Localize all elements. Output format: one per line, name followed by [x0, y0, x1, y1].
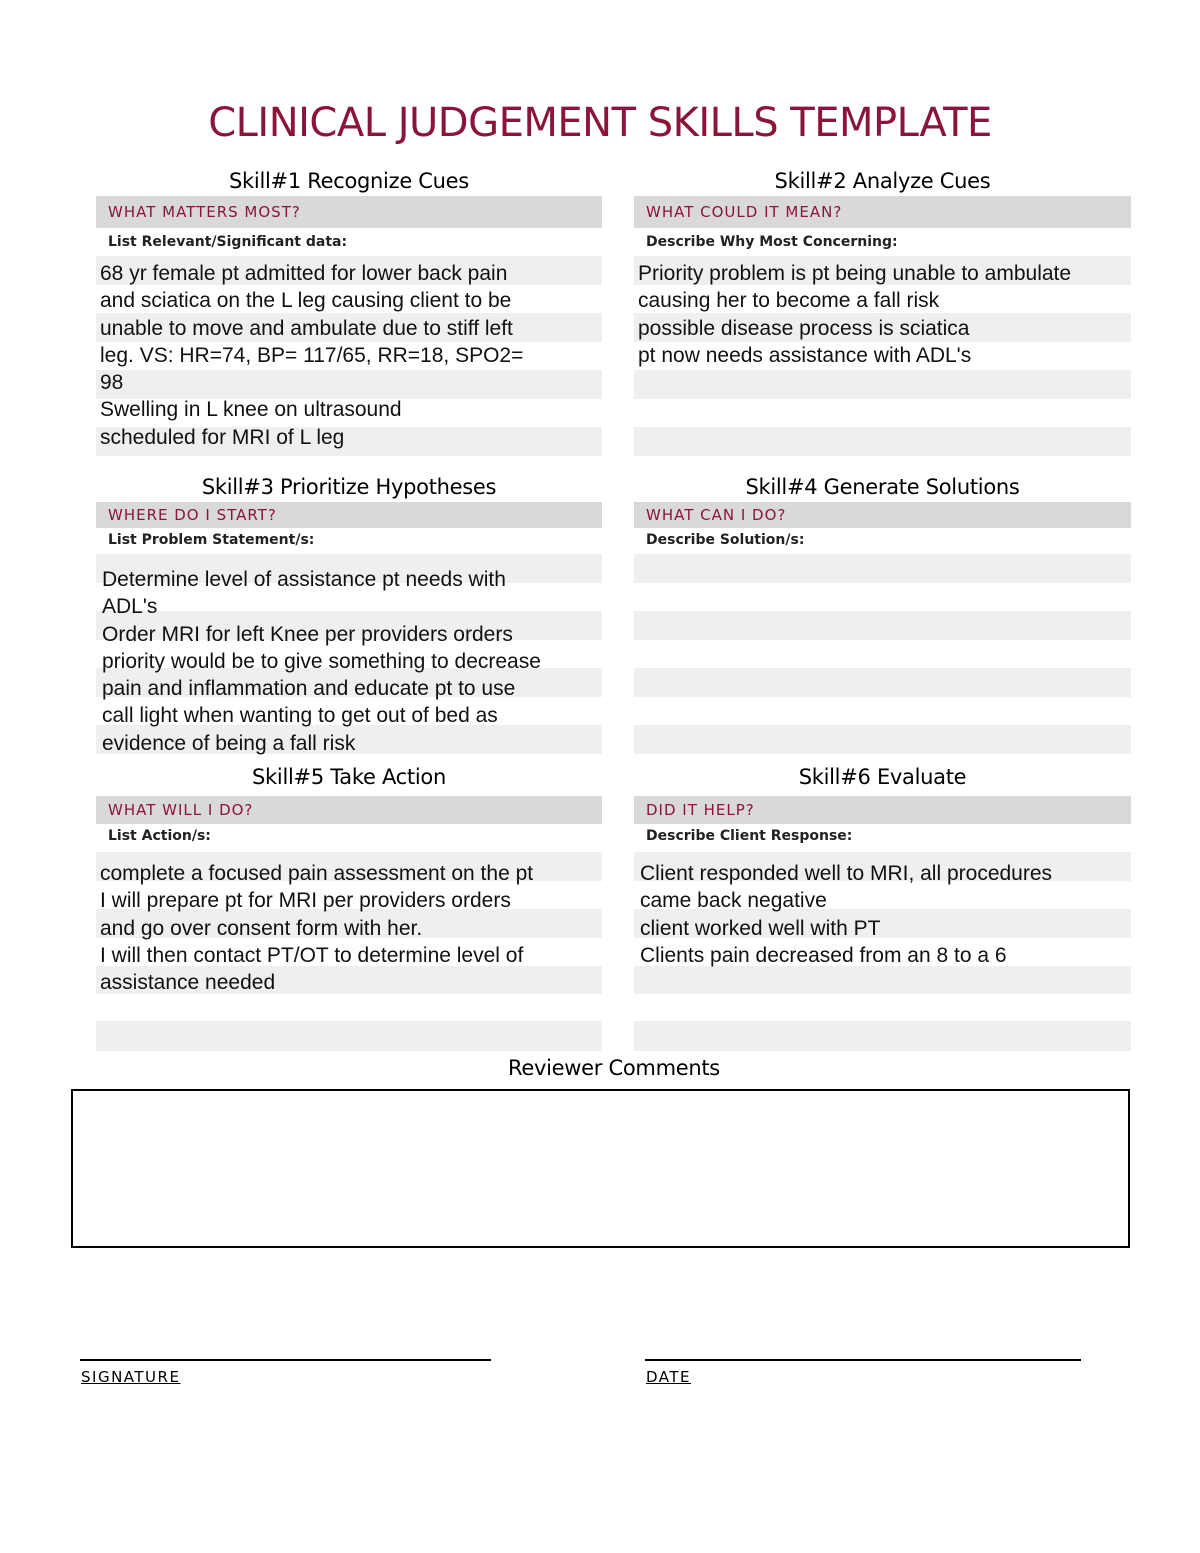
skill-1-question: WHAT MATTERS MOST? — [96, 196, 602, 228]
skill-3-content-area[interactable] — [96, 554, 602, 758]
date-label: DATE — [646, 1368, 692, 1386]
skill-3-question: WHERE DO I START? — [96, 502, 602, 528]
skill-2-content: Priority problem is pt being unable to ambulate causing her to become a fall risk possible disease process is sciatica pt now needs assistance with ADL's — [638, 262, 1072, 367]
signature-line[interactable] — [80, 1359, 491, 1361]
skill-1-label: List Relevant/Significant data: — [108, 234, 348, 250]
page-title: CLINICAL JUDGEMENT SKILLS TEMPLATE — [208, 100, 992, 146]
skill-1-section — [96, 166, 602, 467]
skill-4-content — [634, 554, 1131, 558]
skill-5-content: complete a focused pain assessment on the pt I will prepare pt for MRI per providers orders and go over consent form with her. I will then contact PT/OT to determine level of assistance needed — [100, 862, 534, 994]
skill-4-content-area[interactable] — [634, 554, 1131, 758]
skill-3-label: List Problem Statement/s: — [108, 532, 315, 548]
skill-3-heading: Skill#3 Prioritize Hypotheses — [201, 475, 497, 499]
skill-5-label: List Action/s: — [108, 828, 211, 844]
skill-1-content-area[interactable] — [96, 256, 602, 467]
reviewer-comments-box[interactable] — [71, 1089, 1130, 1248]
skill-5-section — [96, 762, 602, 994]
skill-1-heading: Skill#1 Recognize Cues — [229, 169, 469, 193]
skill-6-blank-row[interactable] — [634, 1021, 1131, 1051]
skill-6-heading: Skill#6 Evaluate — [798, 765, 967, 789]
skill-6-question: DID IT HELP? — [634, 796, 1131, 824]
skill-5-blank-row[interactable] — [96, 1021, 602, 1051]
skill-6-section — [634, 762, 1131, 994]
skill-6-label: Describe Client Response: — [646, 828, 853, 844]
skill-5-content-area[interactable] — [96, 852, 602, 994]
skill-3-section — [96, 472, 602, 758]
skill-4-heading: Skill#4 Generate Solutions — [745, 475, 1020, 499]
signature-label: SIGNATURE — [81, 1368, 181, 1386]
skill-2-section — [634, 166, 1131, 467]
skill-2-question: WHAT COULD IT MEAN? — [634, 196, 1131, 228]
skill-2-label: Describe Why Most Concerning: — [646, 234, 898, 250]
reviewer-comments-heading: Reviewer Comments — [508, 1056, 720, 1080]
skill-1-content: 68 yr female pt admitted for lower back pain and sciatica on the L leg causing client to be unable to move and ambulate due to stiff left leg. VS: HR=74, BP= 117/65, RR=18, SPO2= 98 Swelling in L knee on ultrasound scheduled for MRI of L leg — [100, 262, 524, 449]
skill-3-content: Determine level of assistance pt needs with ADL's Order MRI for left Knee per providers orders priority would be to give something to decrease pain and inflammation and educate pt to use call light when wanting to get out of bed as evidence of being a fall risk — [102, 568, 541, 755]
skill-2-heading: Skill#2 Analyze Cues — [774, 169, 991, 193]
skill-4-question: WHAT CAN I DO? — [634, 502, 1131, 528]
skill-2-content-area[interactable] — [634, 256, 1131, 467]
skill-5-question: WHAT WILL I DO? — [96, 796, 602, 824]
skill-6-content-area[interactable] — [634, 852, 1131, 994]
skill-5-heading: Skill#5 Take Action — [252, 765, 446, 789]
date-line[interactable] — [645, 1359, 1081, 1361]
skill-4-section — [634, 472, 1131, 758]
skill-4-label: Describe Solution/s: — [646, 532, 805, 548]
skill-6-content: Client responded well to MRI, all procedures came back negative client worked well with PT Clients pain decreased from an 8 to a 6 — [640, 862, 1053, 967]
